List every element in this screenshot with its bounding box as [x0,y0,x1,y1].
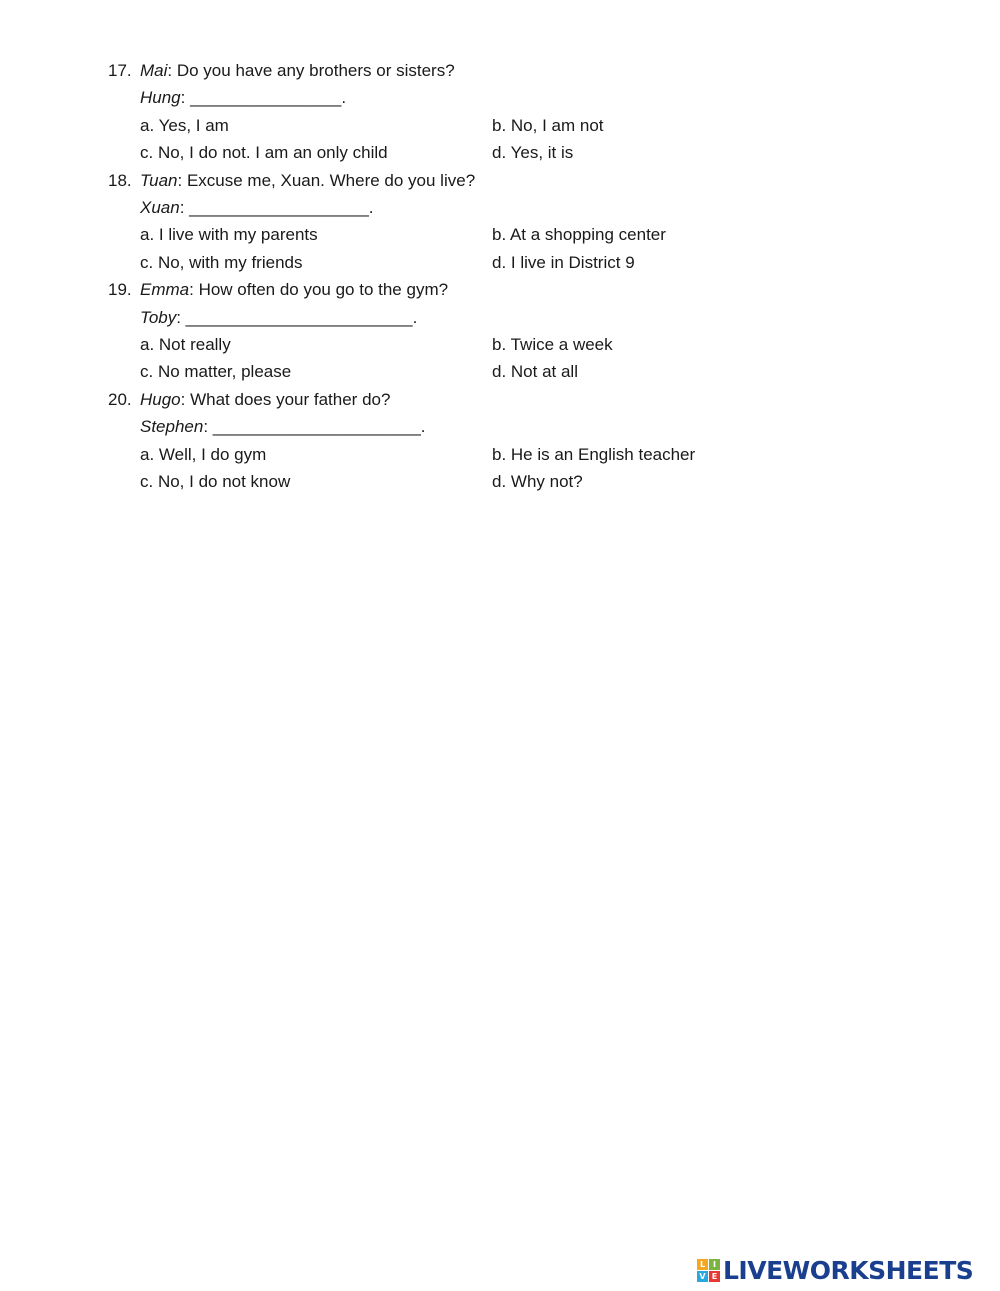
logo-text: LIVEWORKSHEETS [723,1255,974,1285]
question-text: : Do you have any brothers or sisters? [167,61,455,80]
question-line [108,276,928,303]
question-number: 20. [108,389,132,409]
responder-name: Hung [140,88,181,108]
logo-letter-v: V [697,1271,708,1282]
question-number: 19. [108,280,132,300]
answer-blank: : ________________. [180,88,347,108]
option-c[interactable]: c. No, I do not. I am an only child [140,143,388,163]
logo-letter-l: L [697,1259,708,1270]
option-a[interactable]: a. Yes, I am [140,115,229,135]
option-b[interactable]: b. Twice a week [492,335,613,355]
responder-name: Stephen [140,417,204,437]
option-d[interactable]: d. I live in District 9 [492,252,635,272]
responder-name: Xuan [140,198,180,218]
options-grid [108,441,928,496]
worksheet [108,57,928,496]
answer-line [108,84,928,111]
question-19 [108,276,928,386]
option-c[interactable]: c. No, with my friends [140,252,303,272]
question-line [108,167,928,194]
question-17 [108,57,928,167]
logo-letter-i: I [709,1259,720,1270]
question-text: : What does your father do? [180,389,391,409]
option-d[interactable]: d. Why not? [492,472,583,492]
question-number: 17. [108,61,132,80]
answer-blank: : ________________________. [176,307,418,327]
options-grid [108,331,928,386]
option-d[interactable]: d. Not at all [492,362,578,382]
speaker-name: Hugo [140,389,181,409]
logo-letter-e: E [709,1271,720,1282]
option-a[interactable]: a. I live with my parents [140,225,318,245]
answer-line [108,194,928,221]
answer-line [108,413,928,440]
question-text: : How often do you go to the gym? [189,280,449,300]
speaker-name: Mai [140,61,168,80]
speaker-name: Emma [140,280,190,300]
responder-name: Toby [140,307,177,327]
option-d[interactable]: d. Yes, it is [492,143,574,163]
option-a[interactable]: a. Well, I do gym [140,444,267,464]
question-line [108,57,928,84]
question-line [108,386,928,413]
question-number: 18. [108,170,132,190]
liveworksheets-logo[interactable] [697,1255,973,1285]
question-20 [108,386,928,496]
answer-blank: : ______________________. [203,417,426,437]
option-b[interactable]: b. No, I am not [492,115,604,135]
option-b[interactable]: b. At a shopping center [492,225,666,245]
answer-line [108,304,928,331]
question-text: : Excuse me, Xuan. Where do you live? [177,170,476,190]
question-18 [108,167,928,277]
option-c[interactable]: c. No, I do not know [140,472,291,492]
logo-mark-icon [697,1259,720,1282]
options-grid [108,112,928,167]
option-c[interactable]: c. No matter, please [140,362,292,382]
speaker-name: Tuan [140,170,178,190]
options-grid [108,221,928,276]
answer-blank: : ___________________. [179,198,374,218]
option-b[interactable]: b. He is an English teacher [492,444,696,464]
option-a[interactable]: a. Not really [140,335,231,355]
